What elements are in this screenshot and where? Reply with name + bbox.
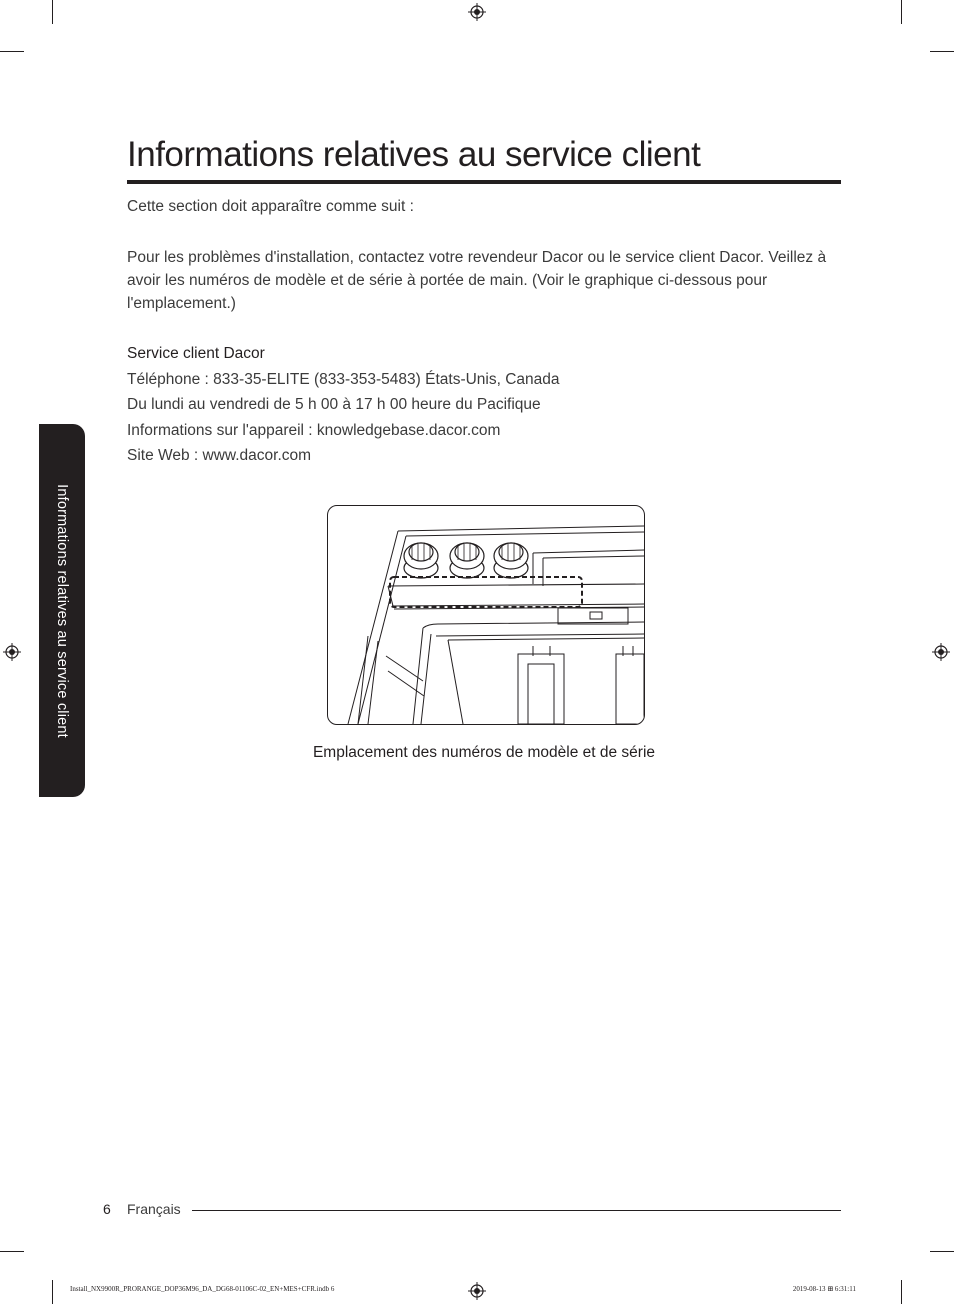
figure-caption: Emplacement des numéros de modèle et de série	[312, 744, 656, 761]
crop-mark	[930, 1251, 954, 1252]
side-tab-label: Informations relatives au service client	[54, 483, 70, 738]
contact-phone: Téléphone : 833-35-ELITE (833-353-5483) États-Unis, Canada	[127, 370, 560, 388]
contact-heading: Service client Dacor	[127, 345, 265, 362]
crop-mark	[0, 1251, 24, 1252]
crop-mark	[0, 51, 24, 52]
registration-mark-icon	[468, 3, 486, 21]
footer-rule	[192, 1210, 841, 1211]
crop-mark	[901, 1280, 902, 1304]
contact-block	[127, 341, 827, 469]
serial-location-figure	[327, 505, 645, 725]
print-slug-date: 2019-08-13 ⊞ 6:31:11	[792, 1285, 856, 1293]
crop-mark	[52, 0, 53, 24]
title-underline	[127, 180, 841, 184]
instructions-paragraph: Pour les problèmes d'installation, contactez votre revendeur Dacor ou le service client Dacor. Veillez à avoir les numéros de modèle et de série à portée de main. (Voir le graphique ci-dessous pour l'emplacement.)	[127, 249, 827, 312]
registration-mark-icon	[932, 643, 950, 661]
chapter-side-tab	[39, 424, 85, 797]
print-slug-file: Install_NX9900R_PRORANGE_DOP36M96_DA_DG68-01106C-02_EN+MES+CFR.indb 6	[70, 1285, 335, 1293]
page-language: Français	[127, 1201, 181, 1217]
registration-mark-icon	[468, 1282, 486, 1300]
contact-hours: Du lundi au vendredi de 5 h 00 à 17 h 00 heure du Pacifique	[127, 396, 541, 413]
range-illustration	[328, 506, 644, 724]
intro-text: Cette section doit apparaître comme suit :	[127, 198, 414, 215]
crop-mark	[52, 1280, 53, 1304]
crop-mark	[930, 51, 954, 52]
contact-website: Site Web : www.dacor.com	[127, 447, 312, 464]
page-title: Informations relatives au service client	[127, 135, 701, 174]
crop-mark	[901, 0, 902, 24]
registration-mark-icon	[3, 643, 21, 661]
contact-appliance-info: Informations sur l'appareil : knowledgebase.dacor.com	[127, 421, 501, 439]
page-number: 6	[103, 1201, 111, 1217]
